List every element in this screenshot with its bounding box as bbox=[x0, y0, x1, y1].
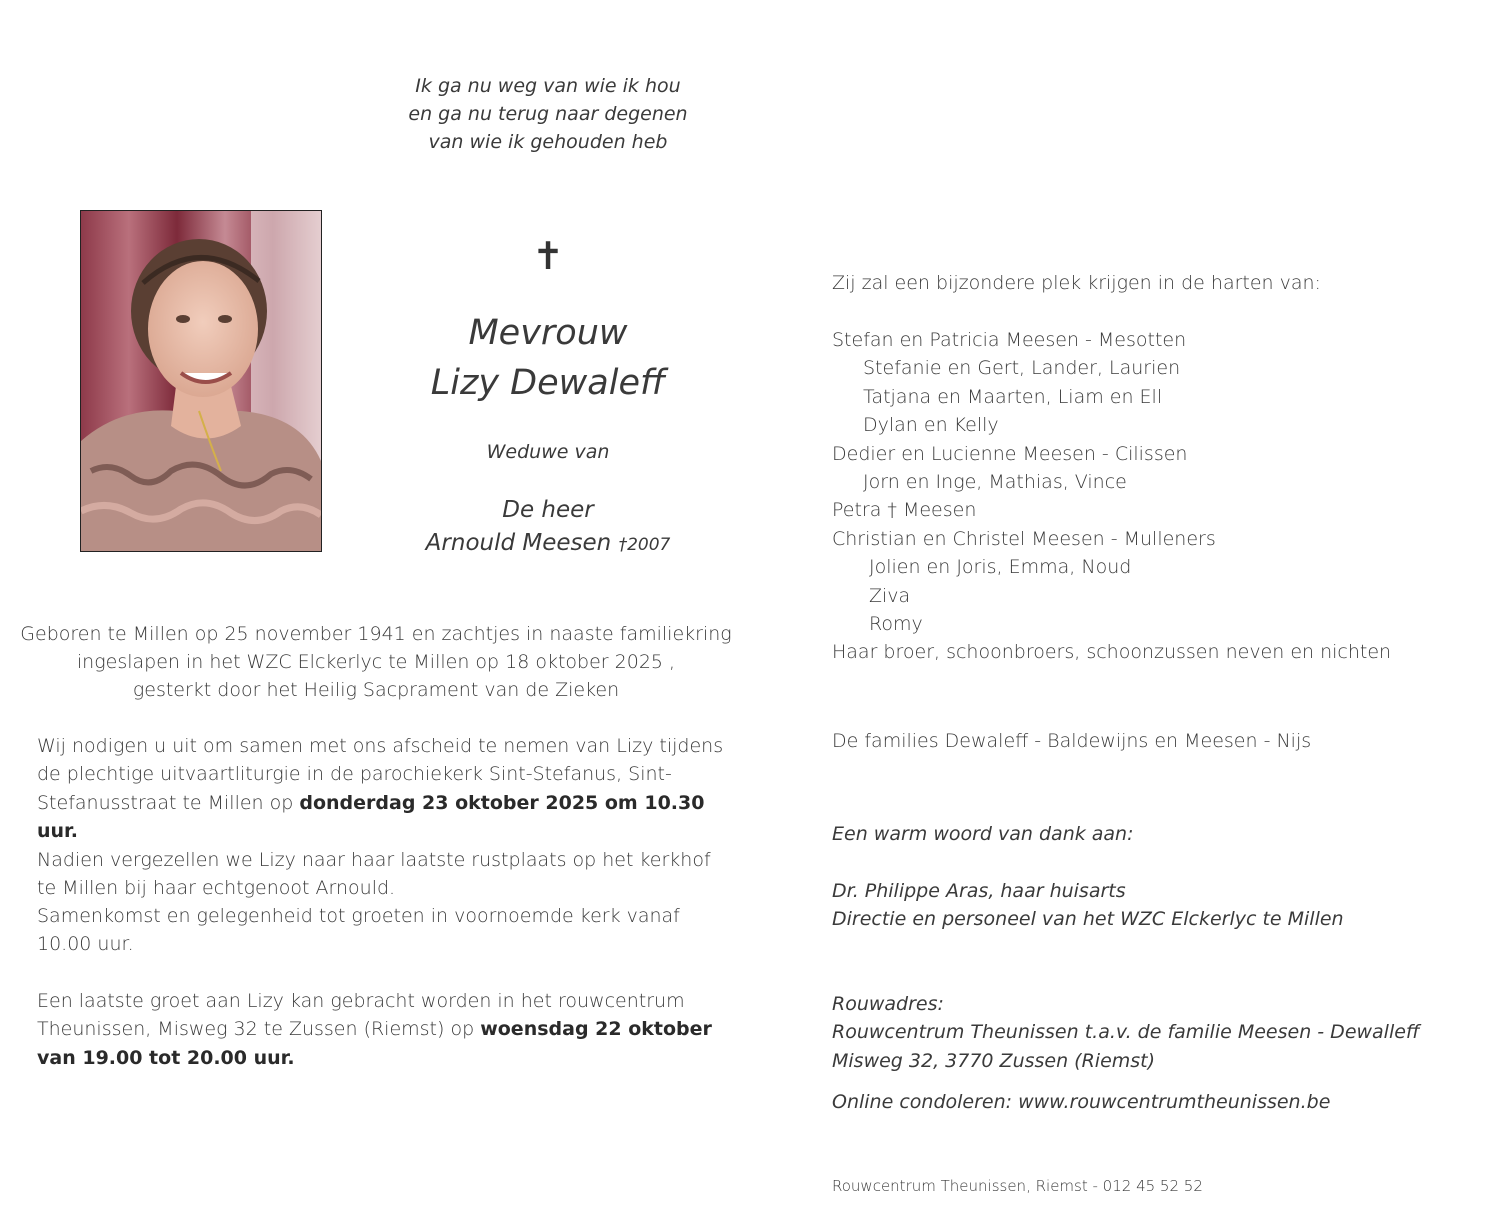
last-greeting-paragraph bbox=[37, 987, 737, 1072]
address-line: Rouwcentrum Theunissen t.a.v. de familie Meesen - Dewalleff bbox=[832, 1021, 1420, 1044]
funeral-line: te Millen bij haar echtgenoot Arnould. bbox=[37, 877, 396, 900]
funeral-paragraph bbox=[37, 732, 737, 902]
family-member: Christian en Christel Meesen - Mulleners bbox=[832, 527, 1216, 550]
birth-death-text bbox=[18, 620, 734, 704]
family-member: Tatjana en Maarten, Liam en Ell bbox=[863, 385, 1163, 408]
deceased-name bbox=[348, 308, 748, 408]
address-line: Misweg 32, 3770 Zussen (Riemst) bbox=[832, 1049, 1156, 1072]
family-member: Romy bbox=[869, 613, 923, 636]
portrait-image bbox=[81, 211, 321, 551]
greeting-time: van 19.00 tot 20.00 uur. bbox=[37, 1046, 295, 1069]
portrait-photo bbox=[80, 210, 322, 552]
funeral-line-text: Stefanusstraat te Millen op bbox=[37, 791, 300, 814]
family-member: Stefanie en Gert, Lander, Laurien bbox=[863, 357, 1181, 380]
poem bbox=[348, 72, 748, 156]
family-member: Ziva bbox=[869, 584, 911, 607]
gathering-line: Samenkomst en gelegenheid tot groeten in voornoemde kerk vanaf bbox=[37, 905, 680, 927]
family-member: Jorn en Inge, Mathias, Vince bbox=[863, 471, 1127, 494]
name-full: Lizy Dewaleff bbox=[430, 363, 666, 403]
gathering-line: 10.00 uur. bbox=[37, 933, 134, 956]
cross-icon: ✝ bbox=[532, 234, 564, 278]
families-line: De families Dewaleff - Baldewijns en Meesen - Nijs bbox=[832, 730, 1312, 752]
poem-line: Ik ga nu weg van wie ik hou bbox=[415, 75, 681, 97]
thanks-line: Dr. Philippe Aras, haar huisarts bbox=[832, 880, 1126, 902]
thanks-line: Directie en personeel van het WZC Elckerlyc te Millen bbox=[832, 908, 1344, 931]
husband bbox=[348, 494, 748, 562]
family-member: Dedier en Lucienne Meesen - Cilissen bbox=[832, 442, 1188, 465]
mourning-address bbox=[832, 990, 1482, 1075]
funeral-line: de plechtige uitvaartliturgie in de parochiekerk Sint-Stefanus, Sint- bbox=[37, 763, 672, 786]
husband-name: Arnould Meesen bbox=[425, 530, 612, 556]
family-member: Stefan en Patricia Meesen - Mesotten bbox=[832, 329, 1187, 351]
family-member: Petra † Meesen bbox=[832, 499, 977, 522]
gathering-paragraph bbox=[37, 902, 737, 959]
family-list bbox=[832, 326, 1482, 667]
thanks-intro: Een warm woord van dank aan: bbox=[832, 823, 1134, 845]
husband-death-mark: †2007 bbox=[618, 535, 671, 555]
funeral-line bbox=[37, 789, 737, 846]
family-member: Dylan en Kelly bbox=[863, 414, 999, 437]
address-label: Rouwadres: bbox=[832, 993, 944, 1015]
online-condolences: Online condoleren: www.rouwcentrumtheunissen.be bbox=[832, 1091, 1331, 1113]
born-line: gesterkt door het Heilig Sacprament van de Zieken bbox=[132, 679, 620, 701]
heart-intro: Zij zal een bijzondere plek krijgen in de harten van: bbox=[832, 272, 1321, 294]
family-member: Haar broer, schoonbroers, schoonzussen neven en nichten bbox=[832, 641, 1392, 664]
name-title: Mevrouw bbox=[468, 313, 628, 353]
husband-name-line bbox=[348, 527, 748, 562]
footer: Rouwcentrum Theunissen, Riemst - 012 45 52 52 bbox=[832, 1177, 1203, 1195]
born-line: Geboren te Millen op 25 november 1941 en zachtjes in naaste familiekring bbox=[20, 623, 732, 645]
poem-line: van wie ik gehouden heb bbox=[428, 131, 668, 153]
funeral-line: Nadien vergezellen we Lizy naar haar laatste rustplaats op het kerkhof bbox=[37, 848, 711, 871]
husband-title: De heer bbox=[502, 497, 594, 523]
greeting-date: woensdag 22 oktober bbox=[480, 1018, 712, 1041]
thanks-list bbox=[832, 877, 1482, 934]
greeting-line: Een laatste groet aan Lizy kan gebracht worden in het rouwcentrum bbox=[37, 990, 685, 1012]
born-line: ingeslapen in het WZC Elckerlyc te Millen op 18 oktober 2025 , bbox=[76, 651, 676, 673]
poem-line: en ga nu terug naar degenen bbox=[408, 103, 688, 125]
funeral-line: Wij nodigen u uit om samen met ons afscheid te nemen van Lizy tijdens bbox=[37, 735, 724, 757]
greeting-line-text: Theunissen, Misweg 32 te Zussen (Riemst) op bbox=[37, 1018, 481, 1041]
funeral-date: donderdag 23 oktober 2025 om 10.30 uur. bbox=[37, 791, 705, 843]
widow-of: Weduwe van bbox=[486, 441, 610, 463]
family-member: Jolien en Joris, Emma, Noud bbox=[869, 556, 1132, 579]
greeting-line bbox=[37, 1015, 737, 1043]
